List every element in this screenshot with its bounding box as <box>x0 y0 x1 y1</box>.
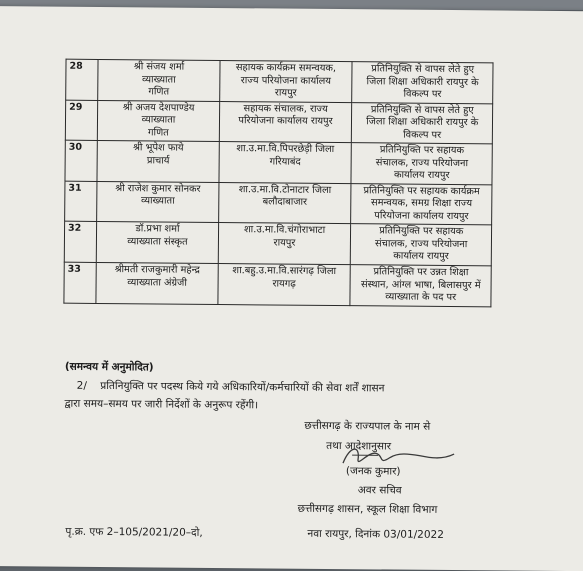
signatory-title: अवर सचिव <box>357 484 402 497</box>
table-row <box>65 100 492 144</box>
serial-number-cell: 30 <box>65 140 98 181</box>
signatory-name: (जनक कुमार) <box>345 465 401 478</box>
officer-name-line: गणित <box>148 86 170 98</box>
officer-name-line: व्याख्याता संस्कृत <box>127 236 188 248</box>
new-posting-cell <box>352 62 493 104</box>
officer-name-line: प्राचार्य <box>146 155 170 167</box>
officer-name-cell <box>97 141 219 183</box>
officer-name-line: डॉ.प्रभा शर्मा <box>135 223 180 236</box>
current-posting-line: सहायक संचालक, राज्य <box>243 102 328 115</box>
officer-name-line: गणित <box>147 127 169 139</box>
current-posting-cell <box>219 101 352 143</box>
officer-transfer-table <box>63 59 493 307</box>
officer-name-cell <box>98 100 220 142</box>
new-posting-line: प्रतिनियुक्ति पर सहायक कार्यक्रम <box>363 185 480 198</box>
officer-name-line: श्री भूपेश फाये <box>132 142 184 154</box>
reference-number: पृ.क्र. एफ 2–105/2021/20–दो, <box>65 525 203 539</box>
new-posting-line: समन्वयक, समग्र शिक्षा राज्य <box>370 197 473 210</box>
officer-name-line: श्री अजय देशपाण्डेय <box>122 101 195 114</box>
new-posting-cell <box>351 224 492 266</box>
current-posting-line: परियोजना कार्यालय रायपुर <box>238 115 333 128</box>
new-posting-line: विकल्प पर <box>403 88 442 101</box>
officer-name-line: श्री संजय शर्मा <box>133 61 185 73</box>
current-posting-line: गरियाबंद <box>269 156 301 168</box>
current-posting-cell <box>218 263 351 305</box>
new-posting-line: कार्यालय रायपुर <box>393 169 450 182</box>
order-line: तथा आदेशानुसार <box>326 439 392 453</box>
current-posting-line: रायपुर <box>273 237 296 249</box>
current-posting-line: रायगढ़ <box>272 277 296 290</box>
paragraph-2-line-1: 2/ प्रतिनियुक्ति पर पदस्थ किये गये अधिकारियों/कर्मचारियों की सेवा शर्तें शासन <box>76 379 385 395</box>
new-posting-line: परियोजना कार्यालय रायपुर <box>374 210 469 223</box>
current-posting-line: शा.उ.मा.वि.पिपरछेड़ी जिला <box>236 143 335 156</box>
new-posting-line: प्रतिनियुक्ति पर सहायक <box>379 225 464 238</box>
table-row <box>64 262 491 306</box>
new-posting-line: प्रतिनियुक्ति पर सहायक <box>379 144 465 157</box>
officer-name-cell <box>98 59 220 101</box>
new-posting-line: जिला शिक्षा अधिकारी रायपुर के <box>366 116 479 129</box>
officer-name-line: श्रीमती राजकुमारी महेन्द्र <box>114 264 200 276</box>
officer-name-cell <box>97 222 219 264</box>
current-posting-line: शा.उ.मा.वि.टोनाटार जिला <box>238 183 332 196</box>
current-posting-line: रायपुर <box>274 87 297 99</box>
approval-note: (समन्वय में अनुमोदित) <box>64 360 154 374</box>
new-posting-line: संचालक, राज्य परियोजना <box>374 238 468 251</box>
place-date: नवा रायपुर, दिनांक 03/01/2022 <box>307 527 444 541</box>
new-posting-line: प्रतिनियुक्ति से वापस लेते हुए <box>371 63 475 76</box>
serial-number-cell: 33 <box>64 262 97 303</box>
officer-name-line: व्याख्याता <box>140 195 175 207</box>
new-posting-line: प्रतिनियुक्ति पर उन्नत शिक्षा <box>373 266 469 279</box>
table-row <box>65 181 492 225</box>
department-line: छत्तीसगढ़ शासन, स्कूल शिक्षा विभाग <box>297 502 438 516</box>
new-posting-line: विकल्प पर <box>403 129 442 141</box>
officer-name-cell <box>96 262 218 304</box>
current-posting-line: शा.बहु.उ.मा.वि.सारंगढ़ जिला <box>232 265 337 277</box>
current-posting-cell <box>218 223 351 265</box>
officer-name-line: व्याख्याता <box>141 114 176 126</box>
current-posting-cell <box>219 61 352 103</box>
officer-name-line: व्याख्याता अंग्रेजी <box>127 276 187 289</box>
officer-name-line: व्याख्याता <box>142 73 176 86</box>
new-posting-line: जिला शिक्षा अधिकारी रायपुर के <box>366 75 479 88</box>
new-posting-line: प्रतिनियुक्ति से वापस लेते हुए <box>370 103 474 116</box>
new-posting-cell <box>350 265 491 307</box>
serial-number-cell: 28 <box>66 59 99 100</box>
current-posting-line: सहायक कार्यक्रम समन्वयक, <box>235 62 337 75</box>
new-posting-cell <box>352 102 493 144</box>
serial-number-cell: 31 <box>65 181 98 222</box>
new-posting-line: संस्थान, आंग्ल भाषा, बिलासपुर में <box>360 278 481 291</box>
new-posting-cell <box>351 183 492 225</box>
current-posting-cell <box>218 182 351 224</box>
serial-number-cell: 29 <box>65 100 98 141</box>
current-posting-line: राज्य परियोजना कार्यालय <box>240 74 332 87</box>
table-row <box>65 140 492 184</box>
current-posting-cell <box>219 142 352 184</box>
table-row <box>64 222 491 266</box>
serial-number-cell: 32 <box>64 222 97 263</box>
governor-line: छत्तीसगढ़ के राज्यपाल के नाम से <box>304 419 431 433</box>
table-row <box>66 59 493 103</box>
document-page <box>0 6 583 571</box>
new-posting-line: व्याख्याता के पद पर <box>385 291 457 304</box>
current-posting-line: बलौदाबाजार <box>262 196 308 209</box>
new-posting-line: संचालक, राज्य परियोजना <box>375 157 469 169</box>
officer-name-cell <box>97 181 219 223</box>
new-posting-cell <box>351 143 492 185</box>
current-posting-line: शा.उ.मा.वि.चंगोराभाटा <box>243 224 326 237</box>
officer-name-line: श्री राजेश कुमार सोनकर <box>115 182 201 195</box>
new-posting-line: कार्यालय रायपुर <box>393 250 449 263</box>
paragraph-2-line-2: द्वारा समय–समय पर जारी निर्देशों के अनुरूप रहेंगी। <box>64 397 259 412</box>
